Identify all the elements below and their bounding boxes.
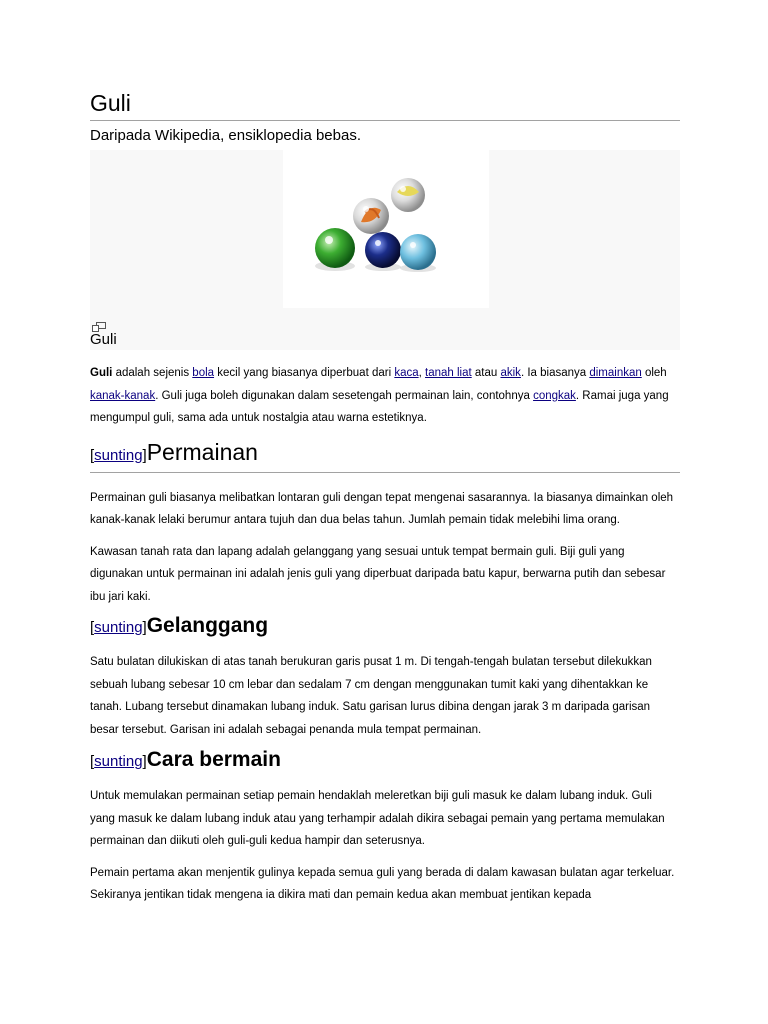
edit-link-wrapper <box>90 619 147 636</box>
edit-bracket-close: ] <box>142 619 147 636</box>
link-bola[interactable]: bola <box>192 367 215 379</box>
permainan-paragraph-2: Kawasan tanah rata dan lapang adalah gelanggang yang sesuai untuk tempat bermain guli. Biji guli yang digunakan untuk permainan ini adalah jenis guli yang diperbuat daripada batu kapur, berwarna putih dan sebesar ibu jari kaki. <box>90 545 666 603</box>
intro-text: , <box>418 367 426 379</box>
edit-bracket-open: [ <box>90 753 95 770</box>
edit-bracket-open: [ <box>90 619 95 636</box>
page-title: Guli <box>90 88 680 121</box>
gelanggang-paragraph-1: Satu bulatan dilukiskan di atas tanah berukuran garis pusat 1 m. Di tengah-tengah bulatan tersebut dilekukkan sebuah lubang sebesar 10 cm lebar dan sedalam 7 cm dengan menggunakan tumit kaki yang dihentakkan ke tanah. Lubang tersebut dinamakan lubang induk. Satu garisan lurus dibina dengan jarak 3 m daripada garisan besar tersebut. Garisan ini adalah sebagai penanda mula tempat permainan. <box>90 656 652 736</box>
intro-text: . Ramai juga yang mengumpul guli, sama ada untuk nostalgia atau warna estetiknya. <box>90 389 669 424</box>
article-body <box>90 88 680 907</box>
link-akik[interactable]: akik <box>500 367 521 379</box>
edit-link-wrapper <box>90 753 147 770</box>
intro-text: . Ia biasanya <box>520 367 590 379</box>
edit-link-gelanggang[interactable]: sunting <box>94 619 143 636</box>
edit-bracket-close: ] <box>142 753 147 770</box>
section-heading-cara-bermain <box>90 743 680 779</box>
intro-bold-term: Guli <box>90 367 113 379</box>
intro-paragraph <box>90 362 680 430</box>
page-subtitle: Daripada Wikipedia, ensiklopedia bebas. <box>90 127 361 144</box>
cara-paragraph-1: Untuk memulakan permainan setiap pemain hendaklah meleretkan biji guli masuk ke dalam lubang induk. Guli yang masuk ke dalam lubang induk atau yang terhampir adalah dikira sebagai pemain yang pertama memulakan permainan dan diikuti oleh guli-guli kedua hampir dan seterusnya. <box>90 790 665 847</box>
link-dimainkan[interactable]: dimainkan <box>589 367 642 379</box>
section-title: Gelanggang <box>146 614 269 637</box>
section-title: Cara bermain <box>146 748 281 771</box>
intro-text: atau <box>471 367 501 379</box>
link-congkak[interactable]: congkak <box>533 389 576 402</box>
marbles-image[interactable] <box>283 150 489 308</box>
link-kaca[interactable]: kaca <box>394 367 419 379</box>
intro-text: oleh <box>641 367 667 379</box>
figure-caption: Guli <box>90 331 117 348</box>
section-title: Permainan <box>146 438 258 465</box>
edit-link-wrapper <box>90 447 147 464</box>
permainan-paragraph-1: Permainan guli biasanya melibatkan lontaran guli dengan tepat mengenai sasarannya. Ia biasanya dimainkan oleh kanak-kanak lelaki berumur antara tujuh dan dua belas tahun. Jumlah pemain tidak melebihi lima orang. <box>90 491 674 526</box>
edit-bracket-open: [ <box>90 446 95 464</box>
link-tanah-liat[interactable]: tanah liat <box>425 367 472 379</box>
section-heading-permainan <box>90 436 680 473</box>
intro-text: . Guli juga boleh digunakan dalam sesetengah permainan lain, contohnya <box>155 389 534 402</box>
edit-link-cara-bermain[interactable]: sunting <box>94 753 143 770</box>
cara-paragraph-2: Pemain pertama akan menjentik gulinya kepada semua guli yang berada di dalam kawasan bulatan agar terkeluar. Sekiranya jentikan tidak mengena ia dikira mati dan pemain kedua akan membuat jentikan kepada <box>90 866 675 901</box>
intro-text: kecil yang biasanya diperbuat dari <box>214 367 395 379</box>
marbles-illustration <box>283 150 489 308</box>
link-kanak-kanak[interactable]: kanak-kanak <box>90 389 156 402</box>
thumbnail-figure <box>90 150 680 350</box>
intro-text: adalah sejenis <box>112 367 193 379</box>
magnify-icon[interactable] <box>92 319 106 329</box>
edit-link-permainan[interactable]: sunting <box>94 446 143 464</box>
edit-bracket-close: ] <box>142 446 147 464</box>
section-heading-gelanggang <box>90 609 680 645</box>
